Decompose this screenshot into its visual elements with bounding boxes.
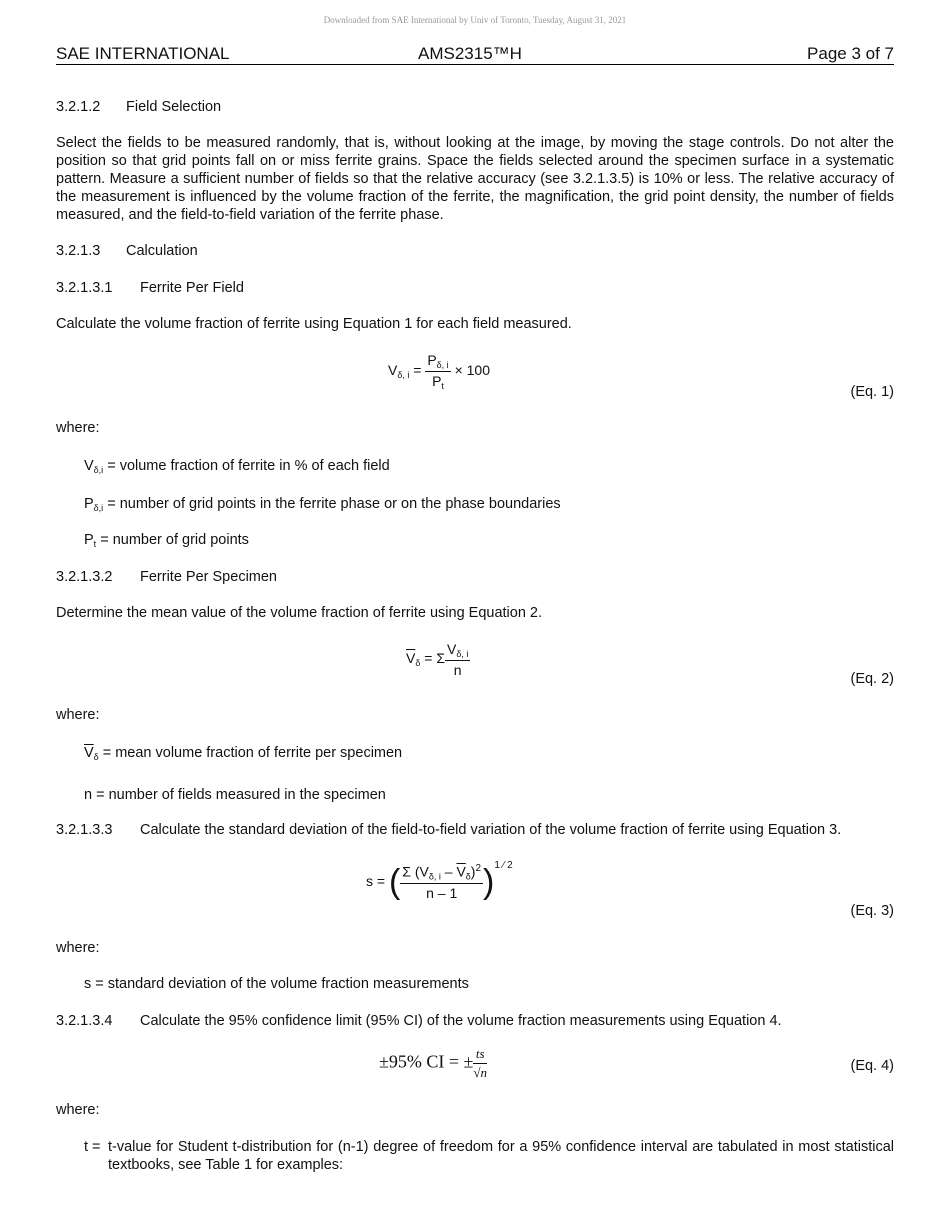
- eq3-right-paren: ): [483, 862, 495, 901]
- equation-4: [379, 1046, 487, 1081]
- eq2-intro: Determine the mean value of the volume fraction of ferrite using Equation 2.: [56, 605, 543, 621]
- eq4-label: (Eq. 4): [850, 1058, 894, 1074]
- equation-1: [388, 352, 490, 391]
- eq1-def-pt: [84, 531, 249, 553]
- eq1-tail: × 100: [454, 362, 491, 379]
- eq3-label: (Eq. 3): [850, 903, 894, 919]
- eq4-where: where:: [56, 1102, 100, 1118]
- header-org: SAE INTERNATIONAL: [56, 44, 230, 63]
- section-32134: [56, 1012, 782, 1030]
- section-heading-32131: [56, 279, 244, 297]
- eq2-equals: =: [424, 650, 433, 667]
- section-number: 3.2.1.3.1: [56, 280, 113, 296]
- section-heading-3213: [56, 242, 198, 260]
- section-text: Calculate the standard deviation of the field-to-field variation of the volume fraction of ferrite using Equation 3.: [140, 822, 842, 838]
- eq1-def-vdi: [84, 457, 390, 479]
- section-title: Ferrite Per Specimen: [140, 569, 277, 585]
- def-symbol: $\overline{V}$: [84, 745, 94, 761]
- eq2-def-n: [84, 786, 386, 804]
- eq1-def-pdi: [84, 495, 561, 517]
- section-heading-32132: [56, 568, 277, 586]
- def-symbol: P: [84, 532, 94, 548]
- eq4-numerator: ts: [473, 1046, 487, 1064]
- eq3-left-paren: (: [388, 862, 401, 901]
- eq2-where: where:: [56, 707, 100, 723]
- section-title: Calculation: [126, 243, 198, 259]
- eq4-lhs: ±95% CI = ±: [379, 1051, 474, 1072]
- def-symbol: V: [84, 458, 94, 474]
- header-page-number: Page 3 of 7: [807, 44, 894, 63]
- eq2-def-vbar: [84, 744, 402, 766]
- eq3-def-s: s = standard deviation of the volume fraction measurements: [84, 976, 469, 992]
- eq3-vbar-sub: δ: [465, 872, 471, 883]
- eq3-equals: =: [376, 873, 386, 889]
- page-header: [56, 44, 894, 65]
- def-text: = mean volume fraction of ferrite per specimen: [98, 745, 403, 761]
- def-text: = number of grid points in the ferrite phase or on the phase boundaries: [103, 496, 561, 512]
- eq3-numerator: Σ (V: [402, 864, 429, 881]
- eq3-where: where:: [56, 940, 100, 956]
- eq4-def-symbol: t =: [84, 1139, 101, 1155]
- header-doc-number: AMS2315™H: [418, 44, 522, 63]
- eq3-denominator: n – 1: [426, 885, 458, 902]
- eq3-vbar: $\overline{V}$: [456, 864, 466, 881]
- def-symbol-sub: δ,i: [93, 503, 104, 513]
- eq2-sigma: Σ: [436, 650, 445, 667]
- eq1-lhs-sub: δ, i: [397, 370, 410, 381]
- eq1-denominator: P: [432, 373, 442, 389]
- eq3-close-paren: ): [470, 864, 476, 881]
- eq4-def-text: t-value for Student t-distribution for (n-1) degree of freedom for a 95% confidence interval are tabulated in most statistical textbooks, see Table 1 for examples:: [108, 1139, 894, 1173]
- eq2-fraction: [445, 641, 470, 678]
- eq3-square: 2: [475, 863, 482, 875]
- download-note: Downloaded from SAE International by Univ of Toronto, Tuesday, August 31, 2021: [323, 15, 627, 25]
- eq1-intro: Calculate the volume fraction of ferrite using Equation 1 for each field measured.: [56, 316, 572, 332]
- section-heading-3212: [56, 98, 221, 116]
- section-number: 3.2.1.2: [56, 99, 101, 115]
- section-title: Field Selection: [126, 99, 222, 115]
- section-number: 3.2.1.3: [56, 243, 101, 259]
- eq1-fraction: [425, 352, 450, 391]
- def-symbol-sub: δ: [93, 752, 99, 762]
- eq4-denominator: √n: [473, 1065, 488, 1080]
- section-number: 3.2.1.3.3: [56, 822, 113, 838]
- eq2-lhs: $\overline{V}$: [406, 650, 416, 667]
- eq3-minus: –: [440, 864, 457, 881]
- eq2-label: (Eq. 2): [850, 671, 894, 687]
- eq1-denominator-sub: t: [441, 381, 444, 391]
- eq3-lhs: s: [366, 873, 373, 889]
- eq1-equals: =: [413, 362, 422, 379]
- eq3-numerator-sub: δ, i: [428, 872, 441, 883]
- eq3-fraction: [400, 863, 483, 901]
- equation-3: [366, 860, 513, 902]
- equation-2: [406, 641, 470, 678]
- eq1-numerator: P: [427, 352, 437, 368]
- eq4-fraction: [473, 1046, 487, 1081]
- eq2-lhs-sub: δ: [415, 658, 421, 669]
- section-text: Calculate the 95% confidence limit (95% CI) of the volume fraction measurements using Equation 4.: [140, 1013, 782, 1029]
- eq1-lhs: V: [388, 362, 398, 379]
- section-number: 3.2.1.3.4: [56, 1013, 113, 1029]
- def-symbol-sub: δ,i: [93, 465, 104, 475]
- eq3-exponent: 1 ⁄ 2: [494, 860, 513, 871]
- section-number: 3.2.1.3.2: [56, 569, 113, 585]
- eq2-numerator: V: [446, 641, 457, 657]
- eq1-label: (Eq. 1): [850, 384, 894, 400]
- def-text: = volume fraction of ferrite in % of each field: [103, 458, 390, 474]
- eq1-numerator-sub: δ, i: [436, 360, 449, 370]
- field-selection-paragraph: Select the fields to be measured randomly, that is, without looking at the image, by moving the stage controls. Do not alter the position so that grid points fall on or miss ferrite grains. Space the fields selected around the specimen surface in a systematic pattern. Measure a sufficient number of fields so that the relative accuracy (see 3.2.1.3.5) is 10% or less. The relative accuracy of the measurement is influenced by the volume fraction of the ferrite, the magnification, the grid point density, the number of fields measured, and the field-to-field variation of the ferrite phase.: [56, 135, 894, 223]
- def-symbol-sub: t: [93, 539, 97, 549]
- section-32133: [56, 821, 841, 839]
- def-text: = number of grid points: [96, 532, 249, 548]
- def-symbol: n: [84, 787, 93, 803]
- eq2-denominator: n: [453, 662, 462, 678]
- def-symbol: P: [84, 496, 94, 512]
- section-title: Ferrite Per Field: [140, 280, 244, 296]
- eq2-numerator-sub: δ, i: [456, 649, 469, 659]
- eq1-where: where:: [56, 420, 100, 436]
- def-text: = number of fields measured in the specimen: [92, 787, 386, 803]
